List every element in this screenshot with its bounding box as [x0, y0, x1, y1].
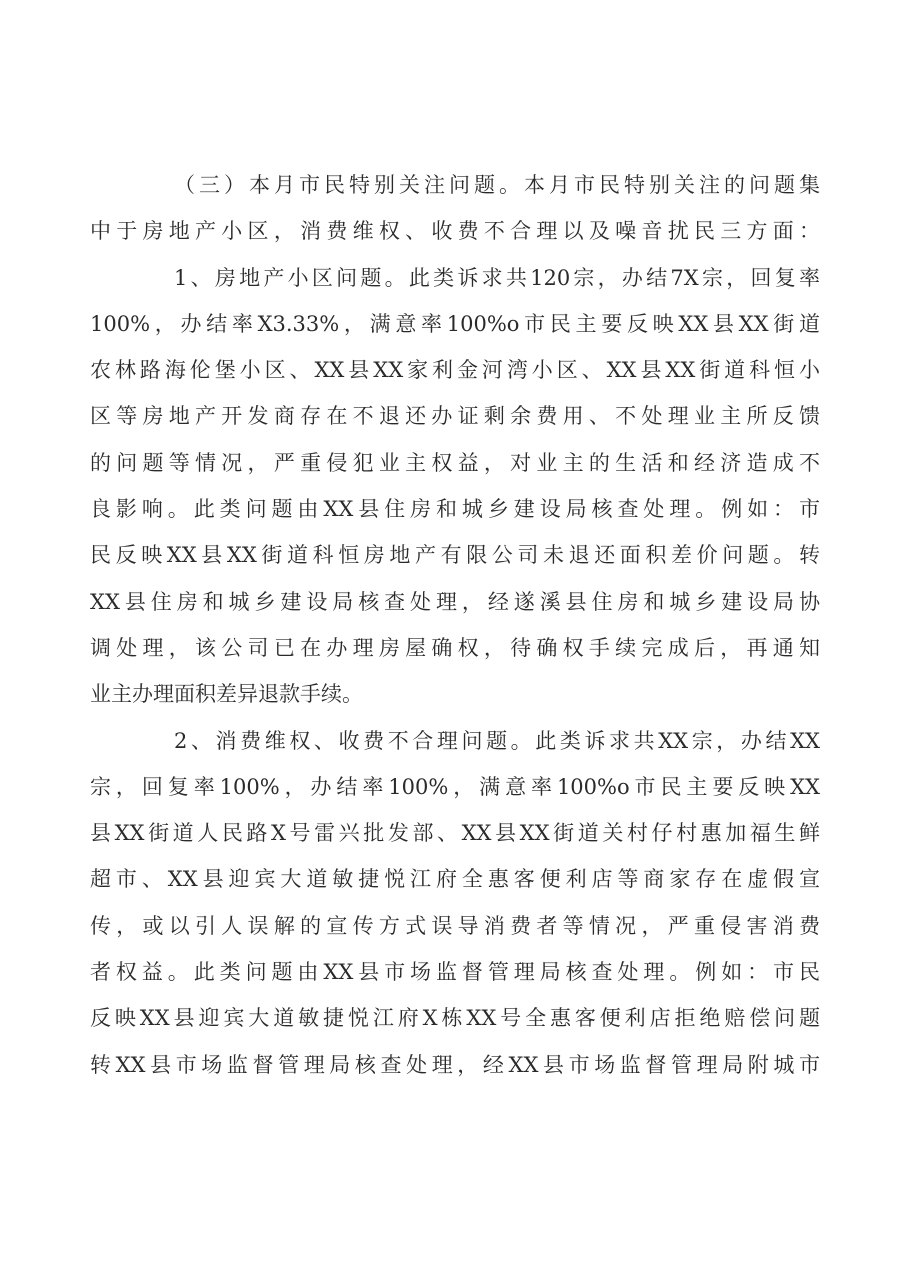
paragraph-line: 转XX县市场监督管理局核查处理，经XX县市场监督管理局附城市: [90, 1052, 820, 1077]
paragraph-line: 超市、XX县迎宾大道敏捷悦江府全惠客便利店等商家存在虚假宣: [90, 867, 820, 892]
paragraph-line: 民反映XX县XX街道科恒房地产有限公司未退还面积差价问题。转: [90, 543, 820, 568]
paragraph-line: 传，或以引人误解的宣传方式误导消费者等情况，严重侵害消费: [90, 913, 820, 938]
document-body: [90, 162, 820, 1088]
paragraph-line: 1、房地产小区问题。此类诉求共120宗，办结7X宗，回复率: [174, 265, 820, 290]
paragraph-line: 宗，回复率100%，办结率100%，满意率100%o市民主要反映XX: [90, 774, 820, 799]
paragraph-line: 者权益。此类问题由XX县市场监督管理局核查处理。例如：市民: [90, 960, 820, 985]
paragraph-line: 业主办理面积差异退款手续。: [90, 682, 363, 707]
paragraph-line: 反映XX县迎宾大道敏捷悦江府X栋XX号全惠客便利店拒绝赔偿问题: [90, 1006, 820, 1031]
paragraph-line: 中于房地产小区，消费维权、收费不合理以及噪音扰民三方面：: [90, 219, 820, 244]
paragraph-line: 良影响。此类问题由XX县住房和城乡建设局核查处理。例如：市: [90, 497, 820, 522]
paragraph-line: 100%，办结率X3.33%，满意率100%o市民主要反映XX县XX街道: [90, 311, 820, 336]
paragraph-line: 农林路海伦堡小区、XX县XX家利金河湾小区、XX县XX街道科恒小: [90, 358, 820, 383]
paragraph-line: 县XX街道人民路X号雷兴批发部、XX县XX街道关村仔村惠加福生鲜: [90, 821, 820, 846]
paragraph-line: 区等房地产开发商存在不退还办证剩余费用、不处理业主所反馈: [90, 404, 820, 429]
paragraph-line: XX县住房和城乡建设局核查处理，经遂溪县住房和城乡建设局协: [90, 589, 820, 614]
paragraph-line: （三）本月市民特别关注问题。本月市民特别关注的问题集: [174, 173, 820, 197]
paragraph-line: 的问题等情况，严重侵犯业主权益，对业主的生活和经济造成不: [90, 450, 820, 475]
paragraph-line: 调处理，该公司已在办理房屋确权，待确权手续完成后，再通知: [90, 635, 820, 660]
paragraph-line: 2、消费维权、收费不合理问题。此类诉求共XX宗，办结XX: [174, 728, 820, 753]
